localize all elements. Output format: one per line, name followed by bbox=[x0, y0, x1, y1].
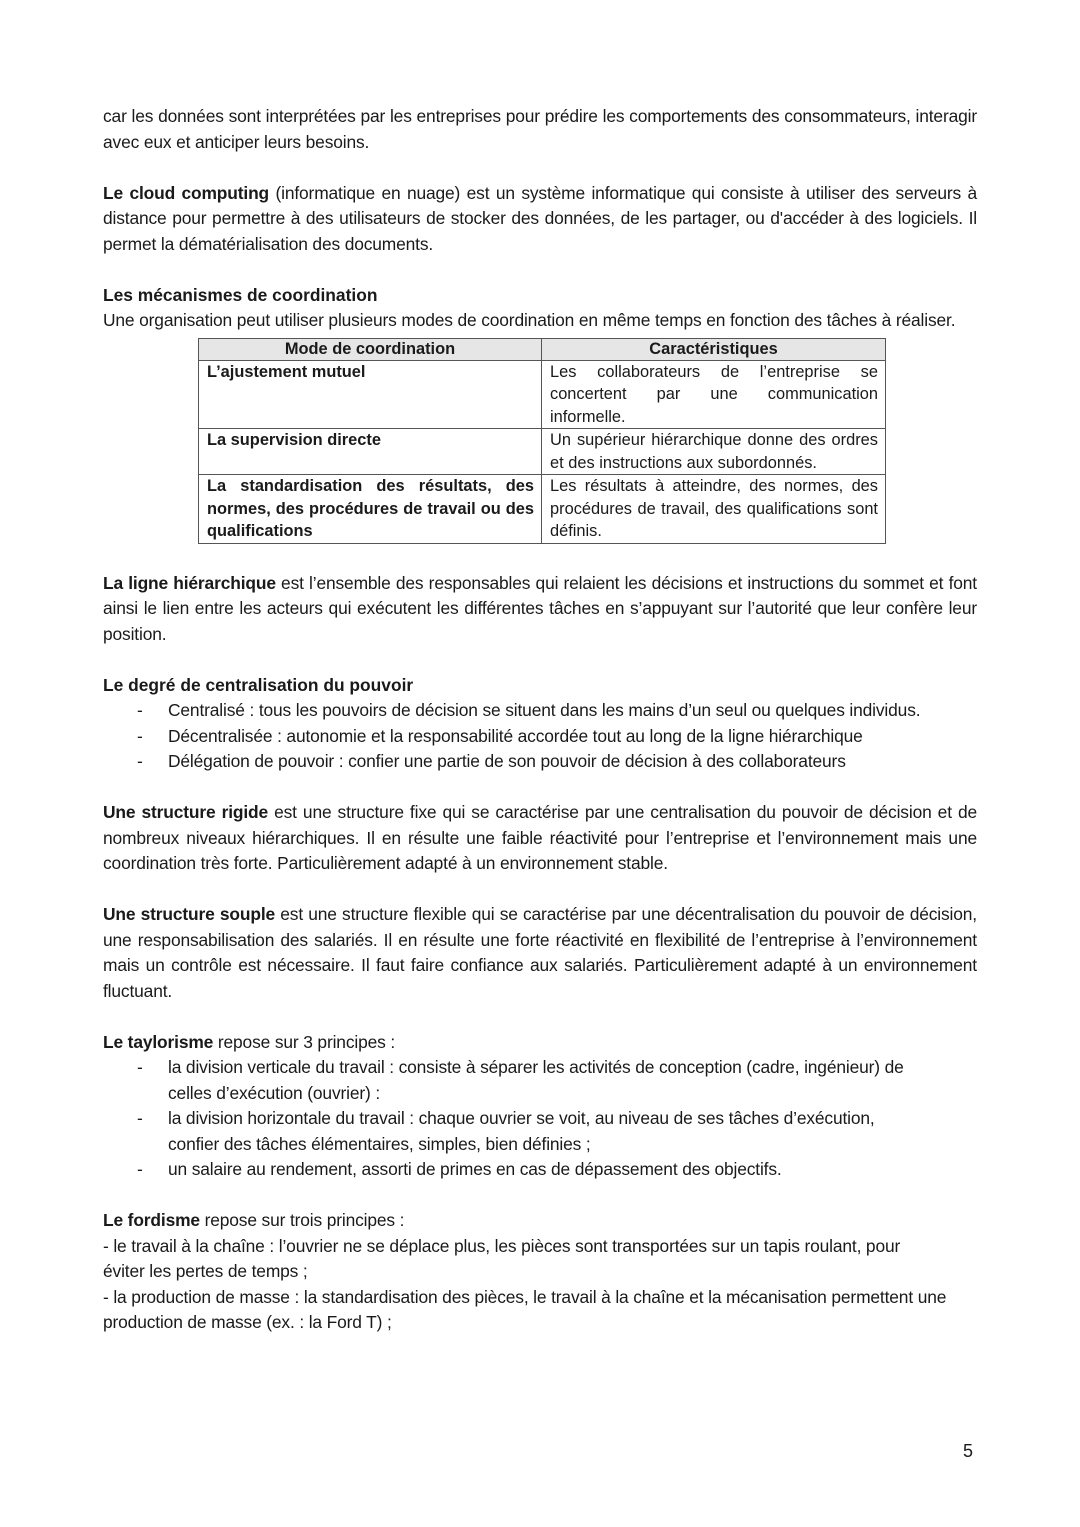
characteristics-cell: Les résultats à atteindre, des normes, des procédures de travail, des qualifications sont définis. bbox=[542, 475, 886, 544]
rigid-structure-text: est une structure fixe qui se caractérise par une centralisation du pouvoir de décision et de nombreux niveaux hiérarchiques. Il en résulte une faible réactivité pour l’entreprise et l’environnement mais une coordination très forte. Particulièrement adapté à un environnement stable. bbox=[103, 802, 977, 873]
header-mode: Mode de coordination bbox=[199, 338, 542, 360]
page-number: 5 bbox=[963, 1441, 974, 1461]
cloud-computing-paragraph bbox=[103, 181, 977, 258]
taylorism-list bbox=[103, 1055, 913, 1183]
hierarchy-term: La ligne hiérarchique bbox=[103, 572, 276, 593]
centralisation-list bbox=[103, 698, 977, 775]
fordism-line: - le travail à la chaîne : l’ouvrier ne se déplace plus, les pièces sont transportées sur un tapis roulant, pour éviter les pertes de temps ; bbox=[103, 1235, 901, 1281]
cloud-computing-text: (informatique en nuage) est un système informatique qui consiste à utiliser des serveurs à distance pour permettre à des utilisateurs de stocker des données, de les partager, ou d'accéder à des logiciels. Il permet la dématérialisation des documents. bbox=[103, 182, 977, 254]
intro-paragraph: car les données sont interprétées par les entreprises pour prédire les comportements des consommateurs, interagir avec eux et anticiper leurs besoins. bbox=[103, 106, 977, 152]
table-row bbox=[199, 475, 886, 544]
taylorism-text: repose sur 3 principes : bbox=[213, 1031, 396, 1052]
list-item: - la division verticale du travail : consiste à séparer les activités de conception (cadre, ingénieur) de celles d’exécution (ouvrier) : bbox=[103, 1055, 913, 1106]
flexible-structure-term: Une structure souple bbox=[103, 904, 276, 924]
fordism-paragraph bbox=[103, 1208, 977, 1234]
document-page bbox=[103, 104, 977, 1336]
coordination-heading: Les mécanismes de coordination bbox=[103, 284, 378, 305]
table-row bbox=[199, 360, 886, 429]
table-header-row bbox=[199, 338, 886, 360]
mode-cell: La supervision directe bbox=[199, 429, 542, 475]
fordism-text: repose sur trois principes : bbox=[199, 1210, 405, 1230]
hierarchy-paragraph bbox=[103, 571, 977, 648]
list-item: - Centralisé : tous les pouvoirs de décision se situent dans les mains d’un seul ou quelques individus. bbox=[103, 698, 977, 724]
coordination-intro: Une organisation peut utiliser plusieurs modes de coordination en même temps en fonction des tâches à réaliser. bbox=[103, 310, 956, 330]
characteristics-cell: Les collaborateurs de l’entreprise se concertent par une communication informelle. bbox=[542, 360, 886, 429]
mode-cell: L’ajustement mutuel bbox=[199, 360, 542, 429]
centralisation-heading: Le degré de centralisation du pouvoir bbox=[103, 674, 414, 695]
flexible-structure-paragraph bbox=[103, 902, 977, 1004]
hierarchy-text: est l’ensemble des responsables qui relaient les décisions et instructions du sommet et font ainsi le lien entre les acteurs qui exécutent les différentes tâches en s’appuyant sur l’autorité que leur confère leur position. bbox=[103, 572, 977, 644]
list-item: - Décentralisée : autonomie et la responsabilité accordée tout au long de la ligne hiérarchique bbox=[103, 724, 977, 750]
characteristics-cell: Un supérieur hiérarchique donne des ordres et des instructions aux subordonnés. bbox=[542, 429, 886, 475]
fordism-term: Le fordisme bbox=[103, 1210, 200, 1230]
flexible-structure-text: est une structure flexible qui se caractérise par une décentralisation du pouvoir de décision, une responsabilisation des salariés. Il en résulte une forte réactivité en flexibilité de l’entreprise à l’environnement mais un contrôle est nécessaire. Il faut faire confiance aux salariés. Particulièrement adapté à un environnement fluctuant. bbox=[103, 904, 977, 1001]
taylorism-paragraph bbox=[103, 1030, 977, 1056]
table-row bbox=[199, 429, 886, 475]
cloud-computing-term: Le cloud computing bbox=[103, 182, 270, 203]
list-item: - Délégation de pouvoir : confier une partie de son pouvoir de décision à des collaborateurs bbox=[103, 749, 977, 775]
rigid-structure-term: Une structure rigide bbox=[103, 802, 269, 822]
rigid-structure-paragraph bbox=[103, 800, 977, 877]
header-characteristics: Caractéristiques bbox=[542, 338, 886, 360]
list-item: - un salaire au rendement, assorti de primes en cas de dépassement des objectifs. bbox=[103, 1157, 913, 1183]
list-item: - la division horizontale du travail : chaque ouvrier se voit, au niveau de ses tâches d’exécution, confier des tâches élémentaires, simples, bien définies ; bbox=[103, 1106, 913, 1157]
fordism-line: - la production de masse : la standardisation des pièces, le travail à la chaîne et la mécanisation permettent une production de masse (ex. : la Ford T) ; bbox=[103, 1286, 947, 1332]
taylorism-term: Le taylorisme bbox=[103, 1031, 214, 1052]
mode-cell: La standardisation des résultats, des normes, des procédures de travail ou des qualifications bbox=[199, 475, 542, 544]
coordination-table bbox=[198, 338, 886, 544]
